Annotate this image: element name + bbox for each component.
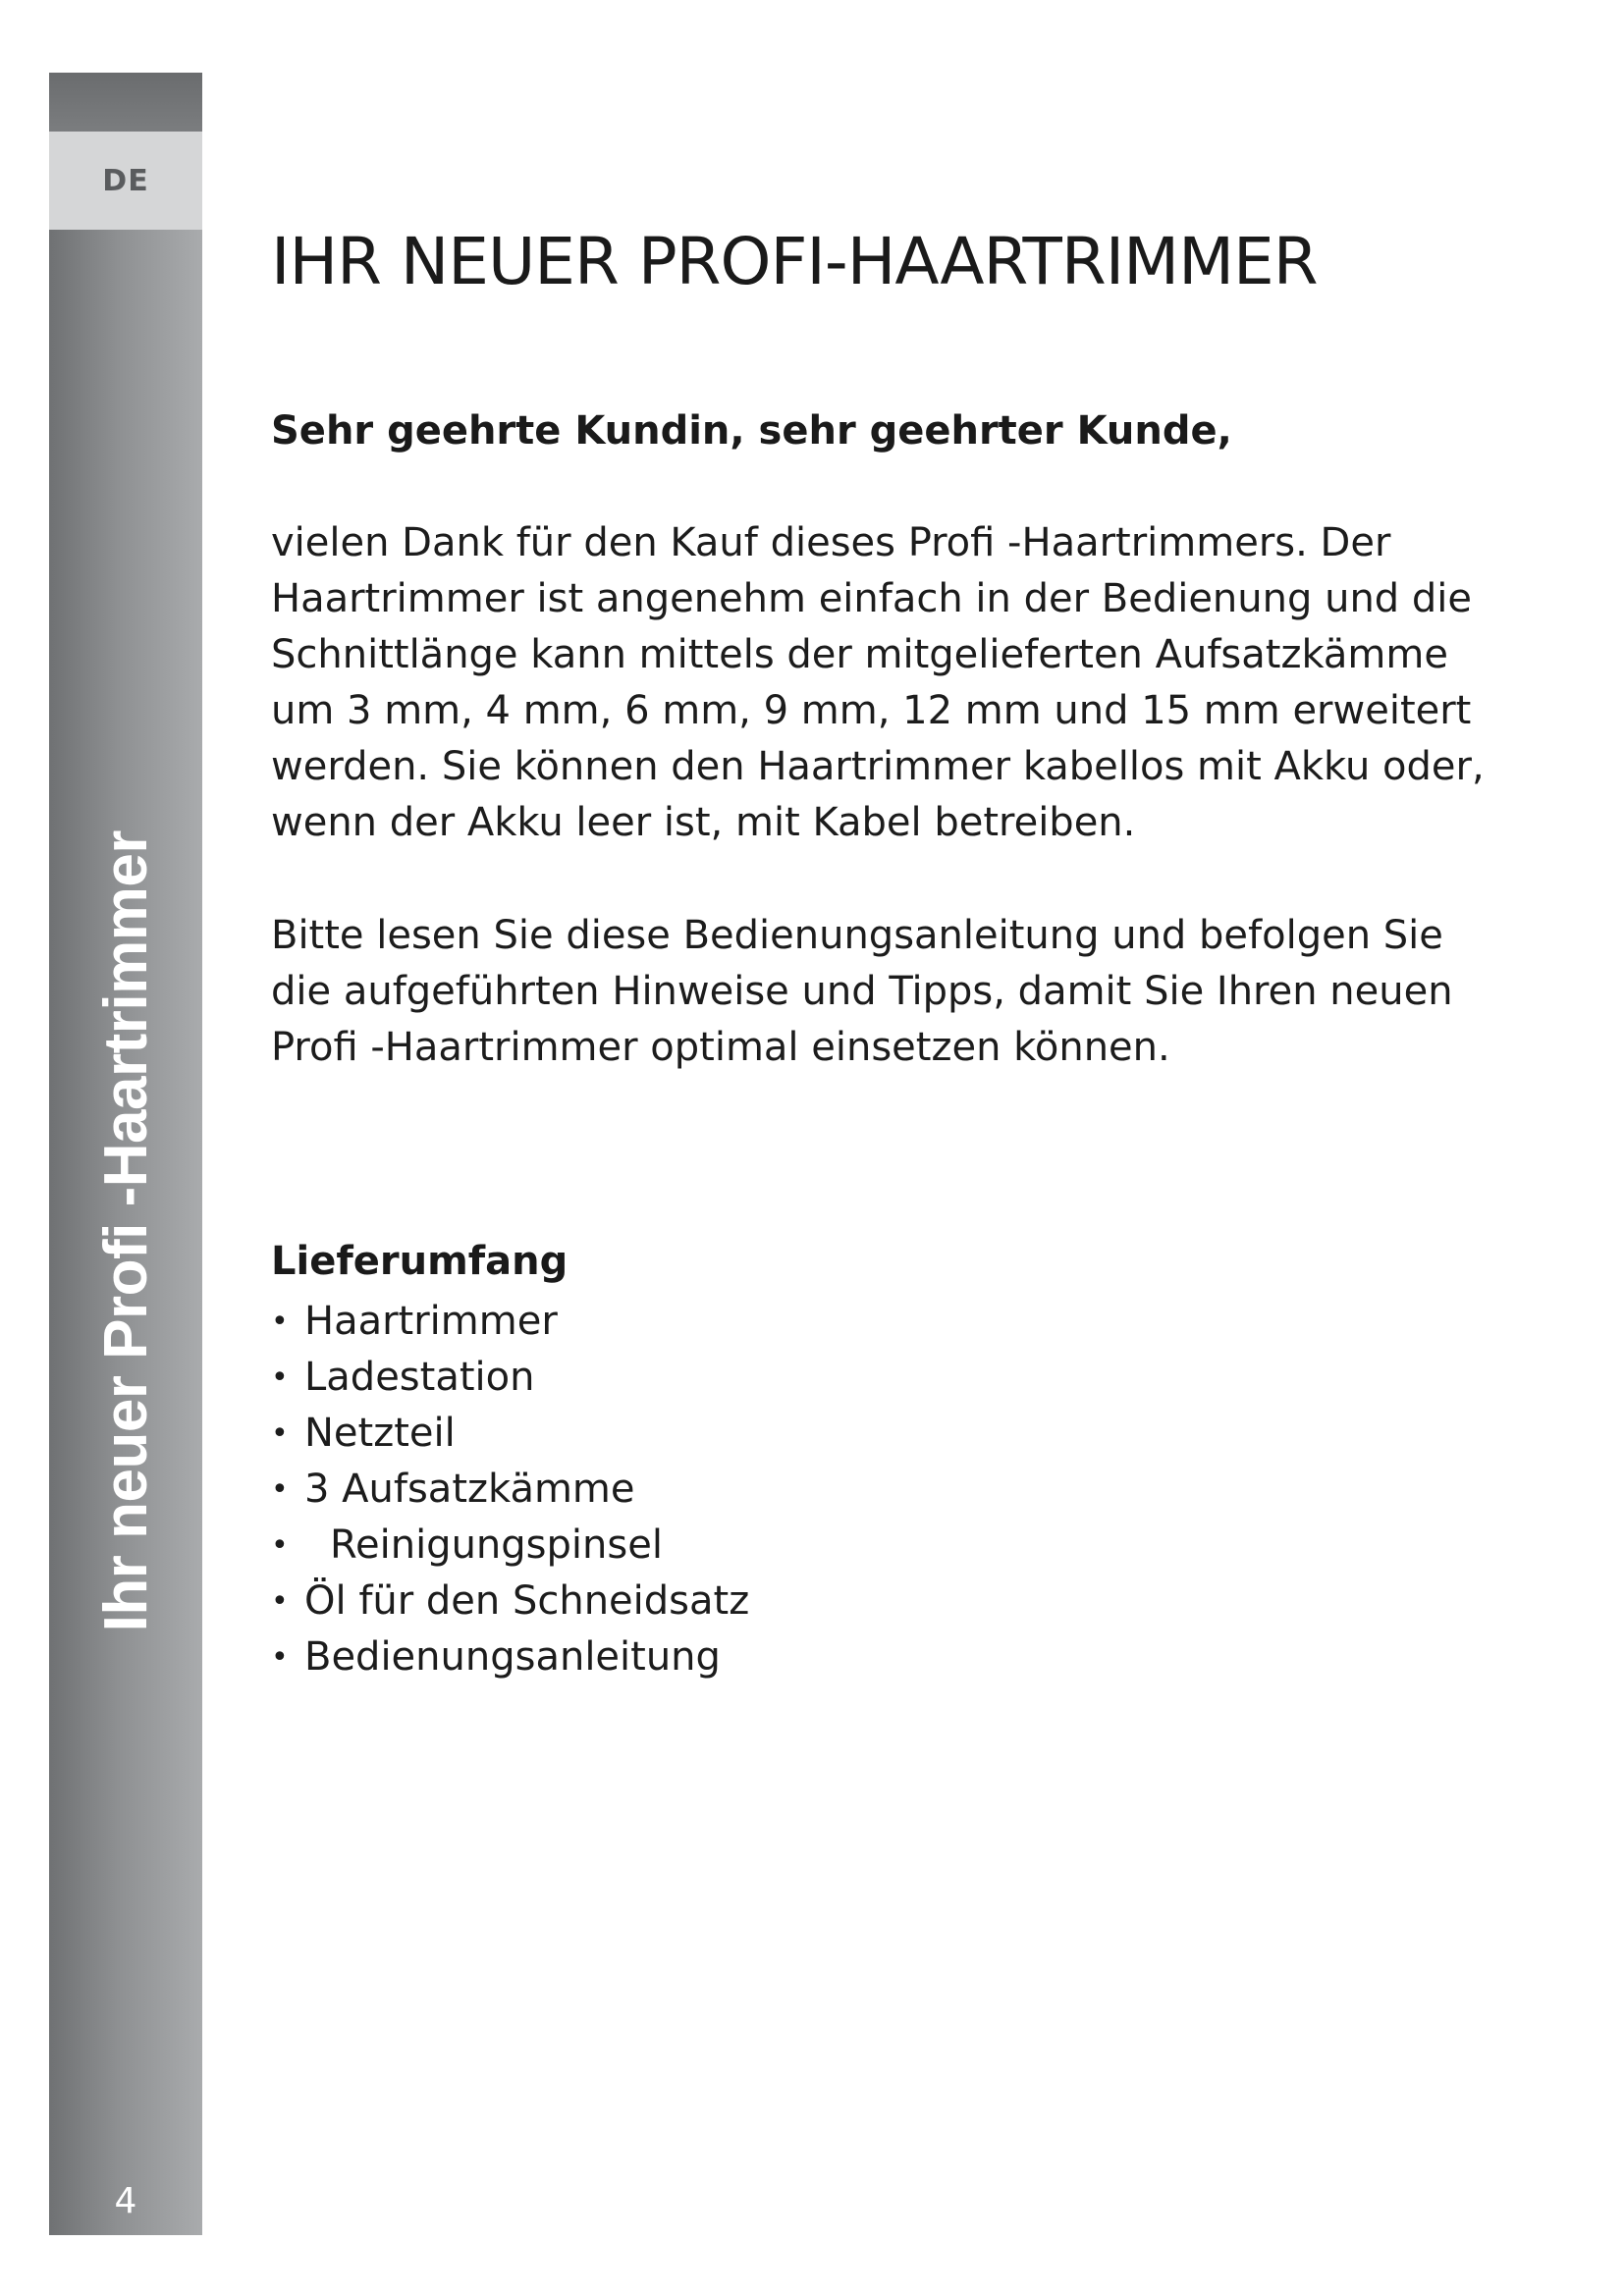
list-item-text: Netzteil: [304, 1411, 456, 1456]
sidebar-top-band: [49, 73, 202, 132]
bullet-icon: •: [271, 1361, 289, 1395]
list-item-text: Öl für den Schneidsatz: [304, 1578, 750, 1624]
list-item-text: Haartrimmer: [304, 1299, 558, 1344]
instruction-paragraph: Bitte lesen Sie diese Bedienungsanleitung und befolgen Sie die aufgeführten Hinweise und Tipps, damit Sie Ihren neuen Profi -Haartrimmer optimal einsetzen können.: [271, 913, 1453, 1070]
bullet-icon: •: [271, 1640, 289, 1675]
scope-list: [271, 1294, 749, 1685]
vertical-title-container: [49, 828, 202, 1633]
list-item-text: Reinigungspinsel: [330, 1522, 663, 1568]
list-item: [271, 1406, 749, 1462]
bullet-icon: •: [271, 1416, 289, 1451]
list-item: [271, 1294, 749, 1350]
list-item: [271, 1350, 749, 1406]
language-tab: [49, 132, 202, 230]
list-item-text: Ladestation: [304, 1355, 535, 1400]
bullet-icon: •: [271, 1584, 289, 1619]
bullet-icon: •: [271, 1472, 289, 1507]
intro-paragraph: vielen Dank für den Kauf dieses Profi -Haartrimmers. Der Haartrimmer ist angenehm einfach in der Bedienung und die Schnittlänge kann mittels der mitgelieferten Aufsatzkämme um 3 mm, 4 mm, 6 mm, 9 mm, 12 mm und 15 mm erweitert werden. Sie können den Haartrimmer kabellos mit Akku oder, wenn der Akku leer ist, mit Kabel betreiben.: [271, 520, 1485, 845]
language-label: DE: [102, 163, 149, 198]
page-title: IHR NEUER PROFI-HAARTRIMMER: [271, 224, 1318, 299]
list-item-text: 3 Aufsatzkämme: [304, 1467, 635, 1512]
scope-heading: Lieferumfang: [271, 1239, 568, 1284]
list-item: [271, 1462, 749, 1518]
list-item-text: Bedienungsanleitung: [304, 1634, 721, 1680]
bullet-icon: •: [271, 1305, 289, 1339]
salutation: Sehr geehrte Kundin, sehr geehrter Kunde,: [271, 408, 1232, 454]
bullet-icon: •: [271, 1528, 289, 1563]
list-item: [271, 1574, 749, 1629]
sidebar: [49, 73, 202, 2235]
page-number: 4: [114, 2181, 137, 2221]
vertical-section-title: Ihr neuer Profi -Haartrimmer: [91, 829, 160, 1632]
list-item: [271, 1518, 749, 1574]
list-item: [271, 1629, 749, 1685]
